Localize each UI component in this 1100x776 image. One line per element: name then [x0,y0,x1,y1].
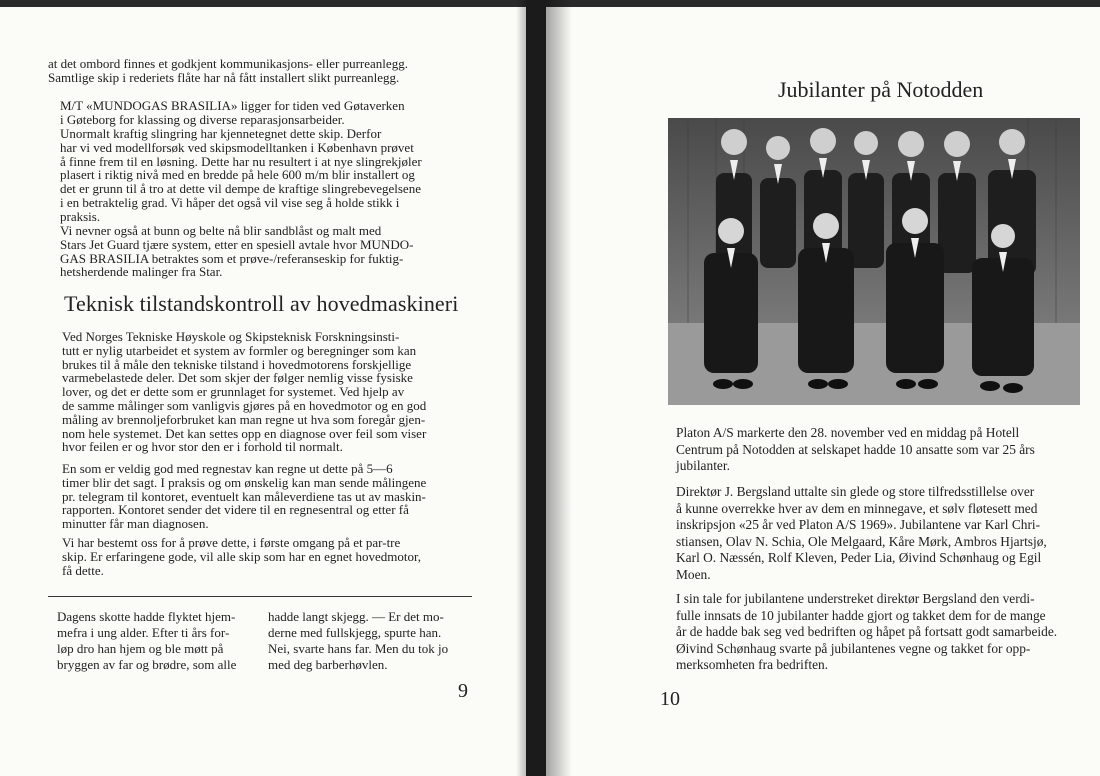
text-line: lover, og det er dette som er grunnlaget for systemet. Ved hjelp av [62,384,405,400]
text-line: merksomheten fra bedriften. [676,657,829,672]
intro-paragraph [48,57,472,85]
text-line: hadde langt skjegg. — Er det mo- [268,609,444,624]
page-number-right: 10 [660,688,680,710]
text-line: nom hele systemet. Det kan settes opp en diagnose over feil som viser [62,425,427,441]
top-edge [0,0,526,7]
left-page [0,0,526,776]
jubilee-paragraph-2 [660,484,1080,583]
text-line: i en betraktelig grad. Vi håper det også vil vise seg å holde stikk i [60,194,400,210]
text-line: inskripsjon «25 år ved Platon A/S 1969». Jubilantene var Karl Chri- [676,517,1041,532]
teknisk-paragraph-3 [48,536,472,577]
text-line: skip. Er erfaringene gode, vil alle skip som har en egnet hovedmotor, [62,548,422,564]
text-line: fulle innsats de 10 jubilanter hadde gjort og takket dem for de mange [676,607,1046,623]
footnote-divider [48,596,472,597]
text-line: pr. telegram til kontoret, eventuelt kan måleverdiene tas ut av maskin- [62,488,426,504]
group-photo-icon [668,118,1080,405]
text-line: har vi ved modellforsøk ved skipsmodelltanken i København prøvet [60,139,414,155]
mundogas-paragraph-3 [48,224,472,279]
text-line: i Gøteborg for klassing og diverse reparasjonsarbeider. [60,111,345,127]
text-line: de samme målinger som vanligvis gjøres på en hovedmotor og en god [62,397,427,413]
text-line: tutt er nylig utarbeidet et system av formler og beregninger som kan [62,342,417,358]
right-page [546,0,1100,776]
teknisk-paragraph-2 [48,462,472,531]
footnote-column-right [268,609,478,673]
text-line: hetsherdende malinger fra Star. [60,264,223,280]
text-line: at det ombord finnes et godkjent kommunikasjons- eller purreanlegg. [48,56,408,71]
text-line: å kunne overrekke hver av dem en minnegave, et sølv fløtesett med [676,500,1038,516]
text-line: Direktør J. Bergsland uttalte sin glede og store tilfredsstillelse over [676,484,1035,499]
text-line: Øivind Schønhaug svarte på jubilantenes vegne og takket for opp- [676,640,1031,656]
text-line: rapporten. Kontoret sender det videre til en regnesentral og etter få [62,502,409,518]
text-line: GAS BRASILIA betraktes som et prøve-/referanseskip for fuktig- [60,250,404,266]
text-line: derne med fullskjegg, spurte han. [268,625,442,640]
text-line: måling av brennoljeforbruket kan man regne ut hva som foregår gjen- [62,411,426,427]
text-line: Nei, svarte hans far. Men du tok jo [268,641,449,656]
article-title: Jubilanter på Notodden [778,77,984,102]
text-line: løp dro han hjem og ble møtt på [57,641,224,656]
text-line: Vi nevner også at bunn og belte nå blir sandblåst og malt med [60,223,382,238]
text-line: Vi har bestemt oss for å prøve dette, i første omgang på et par-tre [62,535,401,550]
text-line: Unormalt kraftig slingring har kjennetegnet dette skip. Derfor [60,126,382,141]
text-line: Dagens skotte hadde flyktet hjem- [57,609,236,624]
mundogas-paragraph-1 [48,99,472,127]
group-photo-drawing [668,118,1080,405]
text-line: Samtlige skip i rederiets flåte har nå fått installert slikt purreanlegg. [48,69,400,85]
text-line: praksis. [60,208,101,224]
text-line: bryggen av far og brødre, som alle [57,657,237,672]
text-line: Centrum på Notodden at selskapet hadde 10 ansatte som var 25 års [676,441,1035,457]
text-line: jubilanter. [676,458,730,473]
text-line: det er grunn til å tro at dette vil dempe de kraftige slingrebevegelsene [60,181,421,197]
jubilee-paragraph-3 [660,591,1080,674]
text-line: varmebelastede deler. Det som skjer der følger nemlig visse fysiske [62,370,413,386]
section-heading: Teknisk tilstandskontroll av hovedmaskineri [64,291,459,316]
spine-shadow [546,0,572,776]
text-line: å finne frem til en løsning. Dette har nu resultert i at nye slingrekjøler [60,153,422,169]
jubilee-paragraph-1 [676,425,1080,475]
text-line: M/T «MUNDOGAS BRASILIA» ligger for tiden ved Gøtaverken [60,98,405,113]
footnote-column-left [57,609,257,673]
text-line: få dette. [62,562,104,578]
text-line: hvor feilen er og hvor stor den er i forhold til normalt. [62,439,343,455]
text-line: Ved Norges Tekniske Høyskole og Skipsteknisk Forskningsinsti- [62,329,400,344]
text-line: Platon A/S markerte den 28. november ved en middag på Hotell [676,425,1020,440]
page-number-left: 9 [458,680,468,702]
text-line: timer blir det sagt. I praksis og om ønskelig kan man sende målingene [62,474,427,490]
text-line: minutter får man diagnosen. [62,516,209,532]
text-line: Stars Jet Guard tjære system, etter en spesiell avtale hvor MUNDO- [60,236,414,252]
teknisk-paragraph-1 [48,330,472,454]
text-line: En som er veldig god med regnestav kan regne ut dette på 5—6 [62,461,393,476]
text-line: brukes til å måle den tekniske tilstand i hovedmotorens forskjellige [62,356,412,372]
text-line: stiansen, Olav N. Schia, Ole Melgaard, Kåre Mørk, Ambros Hjartsjø, [676,533,1047,549]
text-line: Karl O. Næssén, Rolf Kleven, Peder Lia, Øivind Schønhaug og Egil [676,550,1042,565]
text-line: år de hadde bak seg ved bedriften og håpet på fortsatt godt samarbeide. [676,624,1058,639]
top-edge [546,0,1100,7]
spine-shadow [516,0,526,776]
text-line: med deg barberhøvlen. [268,657,388,672]
text-line: Moen. [676,566,711,582]
text-line: plasert i riktig nivå med en bredde på hele 600 m/m blir installert og [60,167,415,183]
mundogas-paragraph-2 [48,127,472,224]
text-line: mefra i ung alder. Efter ti års for- [57,625,230,640]
text-line: I sin tale for jubilantene understreket direktør Bergsland den verdi- [676,591,1035,606]
